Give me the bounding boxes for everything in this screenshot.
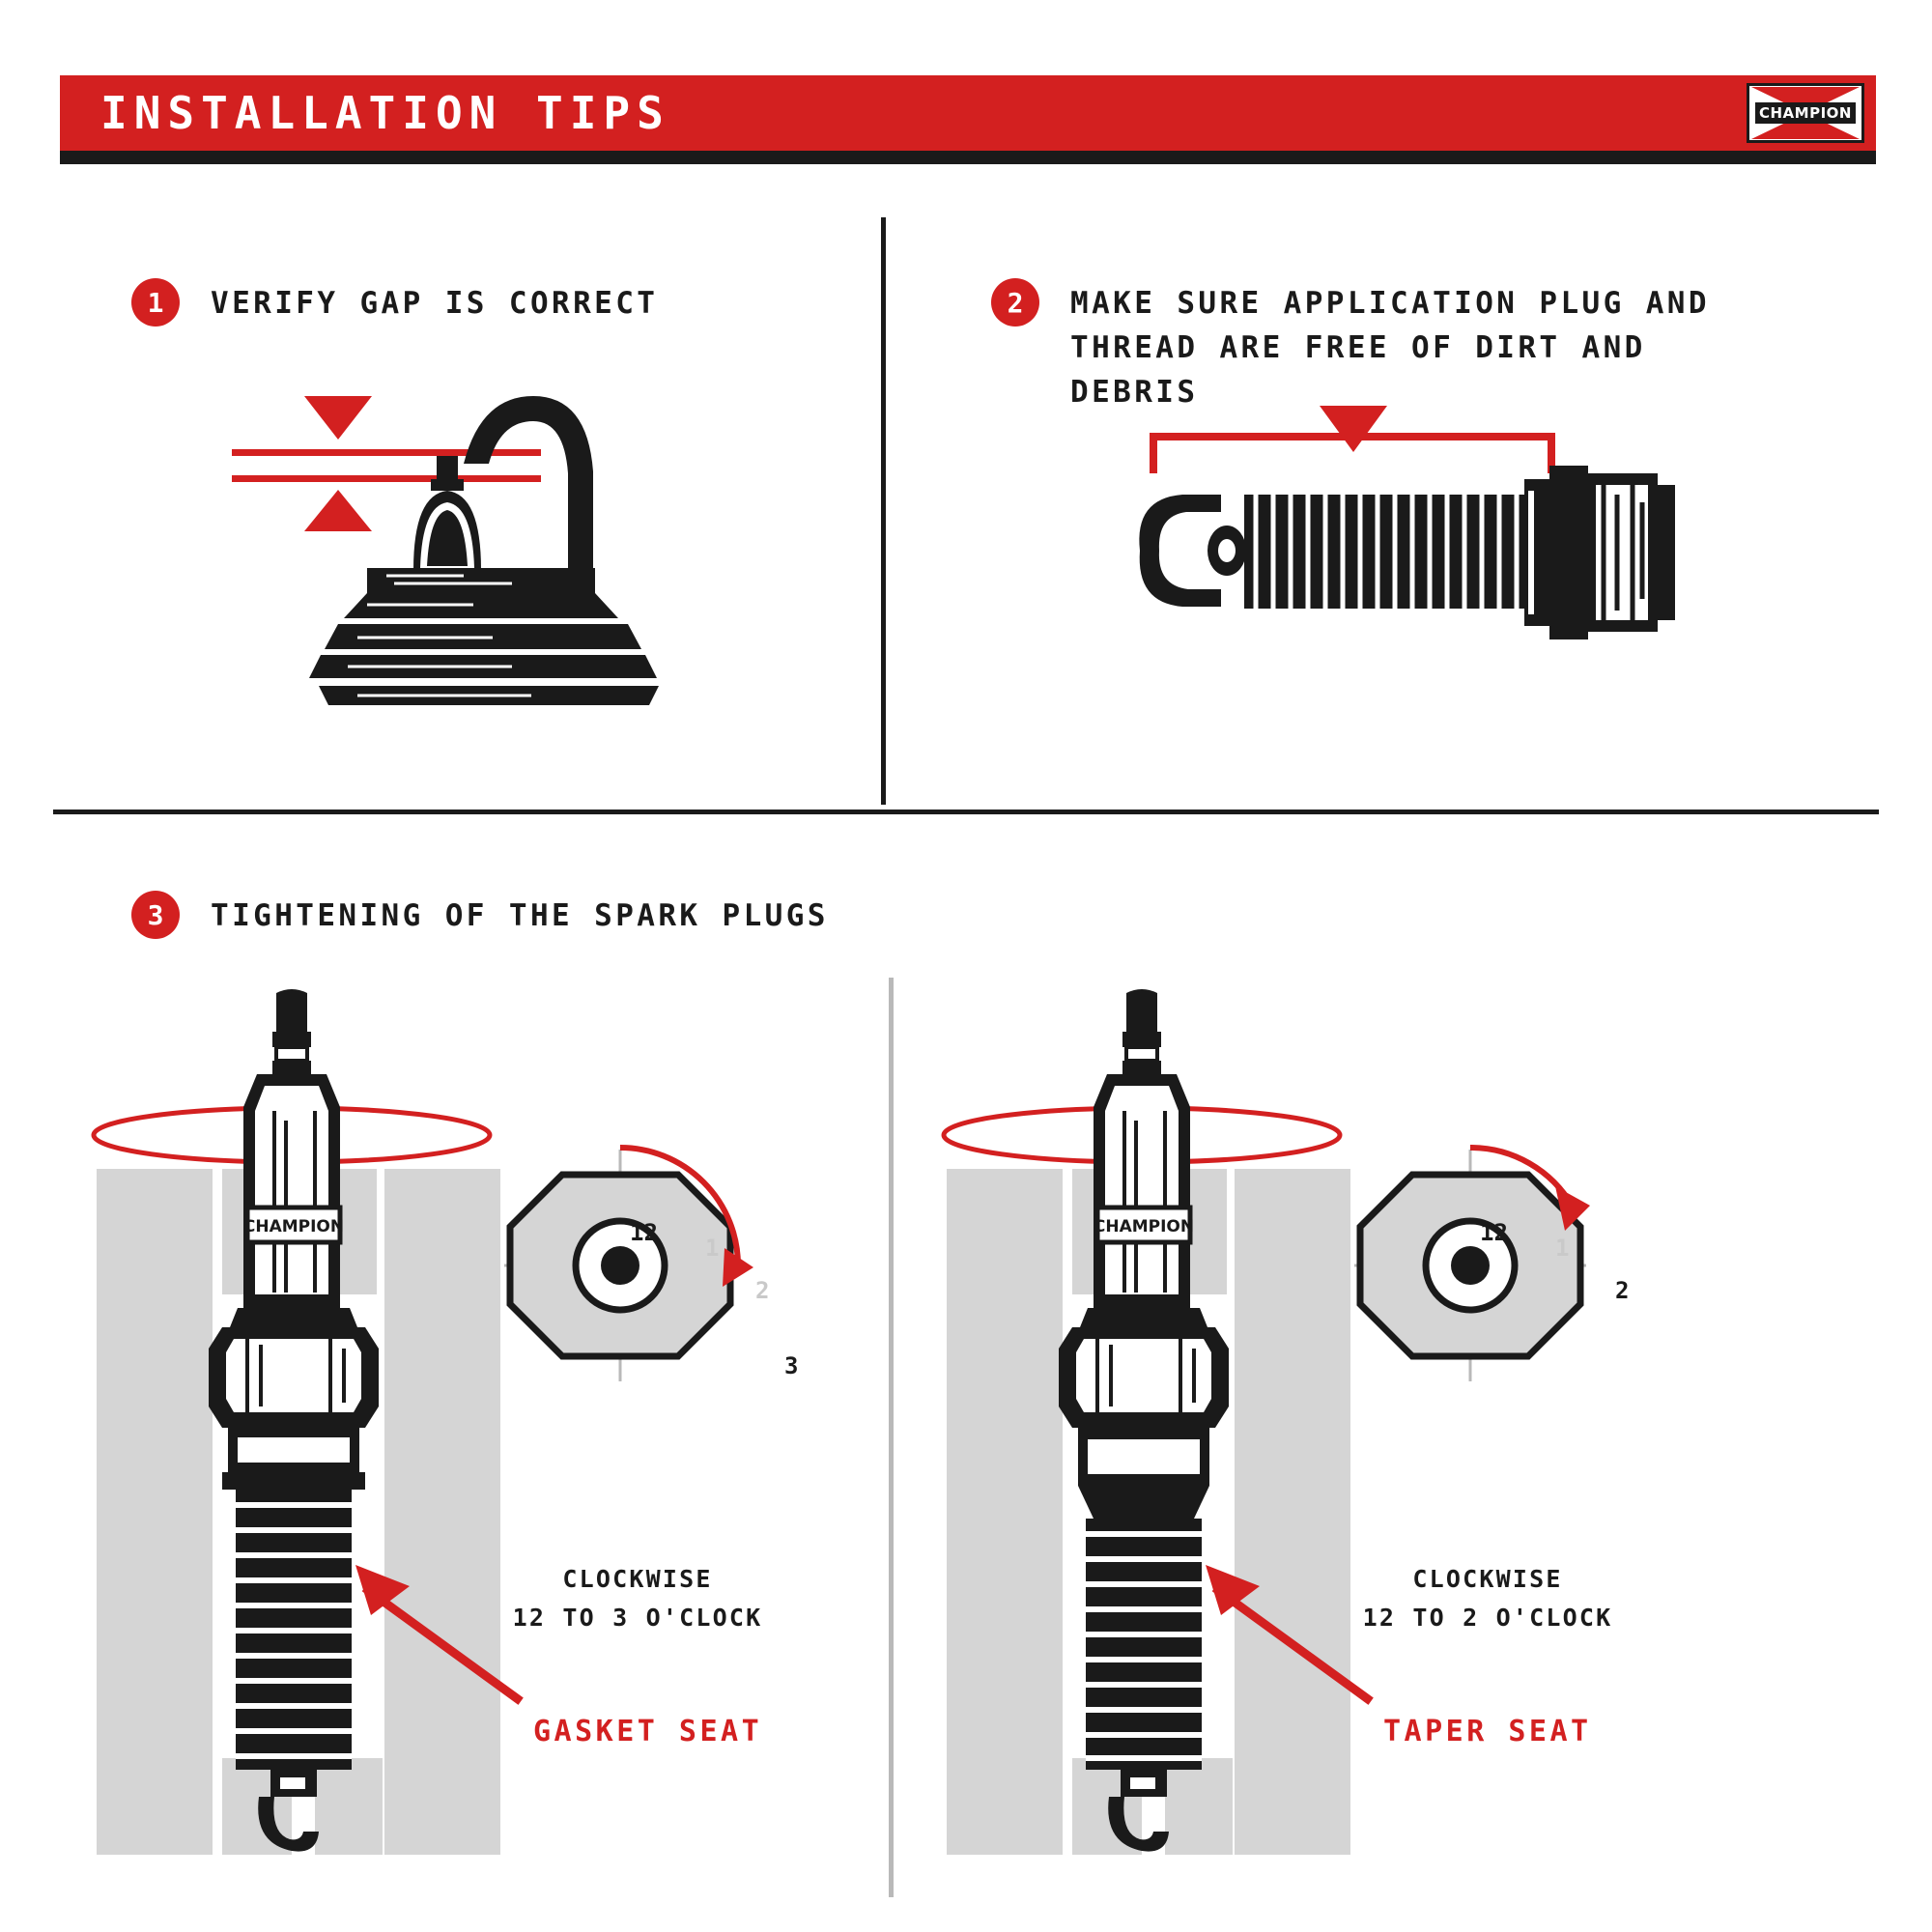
step-3-heading	[131, 891, 829, 939]
spark-plug-threads-illustration	[1139, 466, 1675, 639]
header-bar	[60, 75, 1876, 151]
dial-mark-12-left: 12	[630, 1219, 658, 1246]
step-2-number: 2	[991, 278, 1039, 327]
dial-caption-gasket-line1: CLOCKWISE	[562, 1565, 713, 1593]
divider-horizontal	[53, 810, 1879, 814]
gasket-seat-label: GASKET SEAT	[533, 1715, 763, 1748]
champion-logo	[1747, 83, 1864, 143]
taper-seat-label: TAPER SEAT	[1383, 1715, 1592, 1748]
clock-dial-taper	[1354, 1148, 1590, 1381]
dial-caption-gasket	[483, 1560, 792, 1637]
step-3-label: TIGHTENING OF THE SPARK PLUGS	[211, 898, 829, 933]
step-2-heading	[991, 278, 1793, 414]
dial-mark-12-right: 12	[1480, 1219, 1508, 1246]
step-1-number: 1	[131, 278, 180, 327]
dial-caption-taper	[1333, 1560, 1642, 1637]
dial-caption-taper-line2: 12 TO 2 O'CLOCK	[1362, 1604, 1613, 1632]
step-1-heading	[131, 278, 658, 327]
step-3-number: 3	[131, 891, 180, 939]
figure-taper-seat-plug	[927, 985, 1719, 1884]
divider-vertical-top	[881, 217, 886, 805]
step-1-label: VERIFY GAP IS CORRECT	[211, 286, 659, 321]
champion-logo-label: CHAMPION	[1755, 102, 1856, 124]
figure-gap-check	[222, 396, 724, 753]
step-2-label: MAKE SURE APPLICATION PLUG AND THREAD ARE FREE OF DIRT AND DEBRIS	[1070, 286, 1710, 410]
page-title: INSTALLATION TIPS	[100, 87, 670, 139]
spark-plug-gap-illustration	[309, 396, 663, 705]
plug-brand-label: CHAMPION	[242, 1217, 345, 1236]
dial-mark-3-left: 3	[784, 1352, 799, 1379]
dial-mark-1-right: 1	[1555, 1235, 1570, 1262]
spark-plug-vertical-illustration	[209, 989, 379, 1852]
dial-caption-taper-line1: CLOCKWISE	[1412, 1565, 1563, 1593]
thread-span-bracket-icon	[1150, 406, 1555, 473]
divider-vertical-bottom	[889, 978, 894, 1897]
dial-mark-2-left: 2	[755, 1277, 770, 1304]
header-shadow	[60, 151, 1876, 164]
bowtie-icon	[1751, 87, 1860, 139]
figure-gasket-seat-plug	[77, 985, 850, 1884]
plug-brand-label-2: CHAMPION	[1093, 1217, 1195, 1236]
dial-mark-1-left: 1	[705, 1235, 720, 1262]
figure-clean-threads	[1130, 406, 1768, 724]
dial-caption-gasket-line2: 12 TO 3 O'CLOCK	[512, 1604, 763, 1632]
dial-mark-2-right: 2	[1615, 1277, 1630, 1304]
clock-dial-gasket	[504, 1148, 753, 1381]
spark-plug-vertical-illustration-2	[1059, 989, 1229, 1852]
